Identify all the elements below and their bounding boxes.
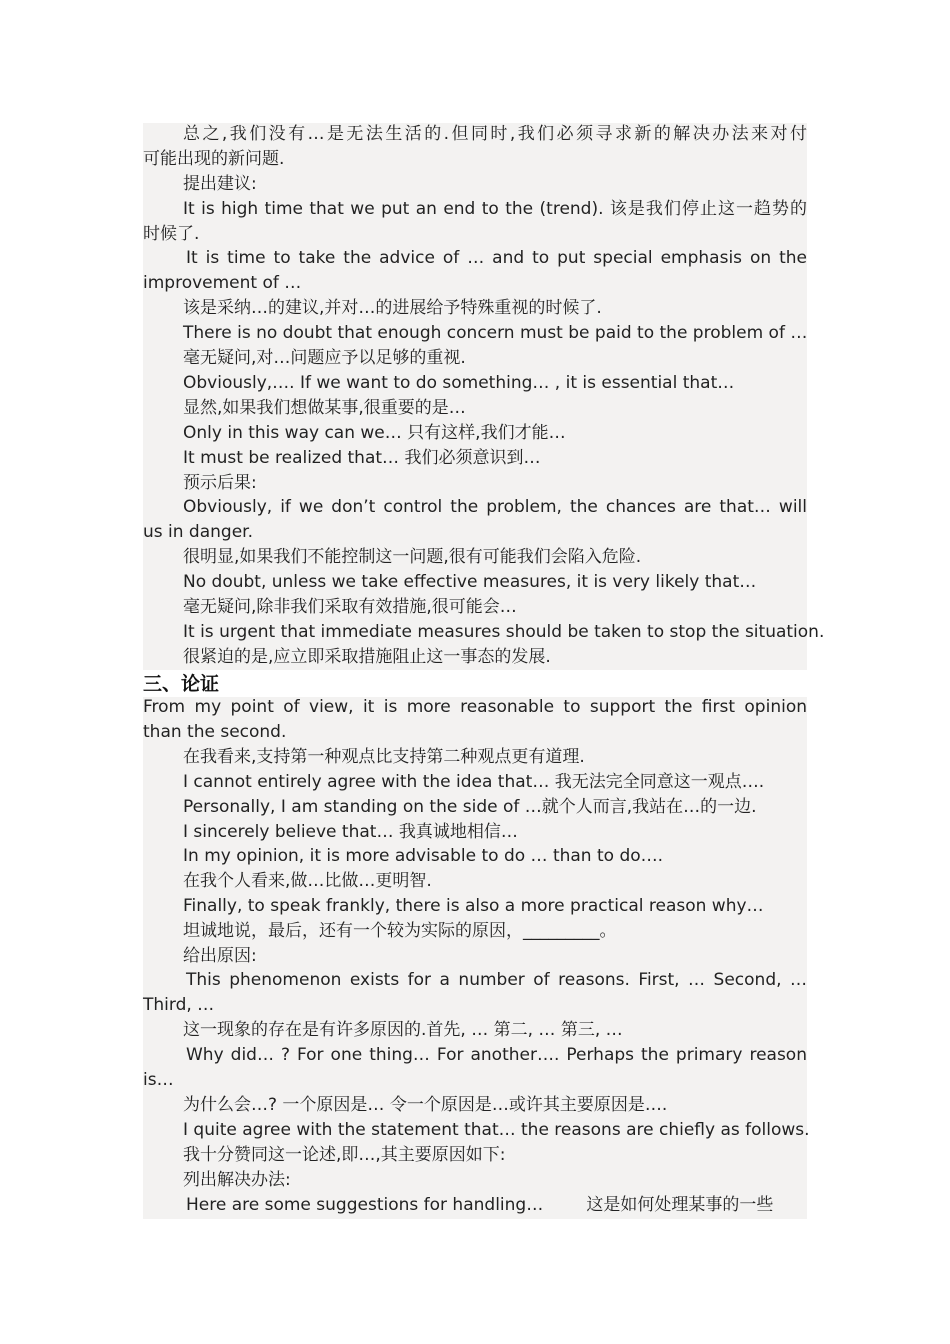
text-line: 在我看来,支持第一种观点比支持第二种观点更有道理. <box>183 747 585 767</box>
text-line: than the second. <box>143 722 287 742</box>
text-line: us in danger. <box>143 522 254 542</box>
text-line: This phenomenon exists for a number of reasons. First, … Second, … <box>186 970 807 990</box>
text-line: Personally, I am standing on the side of …就个人而言,我站在…的一边. <box>183 797 757 817</box>
text-line: It must be realized that… 我们必须意识到… <box>183 448 541 468</box>
text-line: is… <box>143 1070 174 1090</box>
text-line: 毫无疑问,除非我们采取有效措施,很可能会… <box>183 597 517 617</box>
text-line: 为什么会…? 一个原因是… 令一个原因是…或许其主要原因是…. <box>183 1095 668 1115</box>
text-line: Why did… ? For one thing… For another…. Perhaps the primary reason <box>186 1045 807 1065</box>
text-line: 很紧迫的是,应立即采取措施阻止这一事态的发展. <box>183 647 551 667</box>
text-line: 这一现象的存在是有许多原因的.首先, … 第二, … 第三, … <box>183 1020 623 1040</box>
text-line: Only in this way can we… 只有这样,我们才能… <box>183 423 566 443</box>
section-heading-argument: 三、论证 <box>143 673 220 695</box>
subheading-consequences: 预示后果: <box>183 473 257 493</box>
text-line: In my opinion, it is more advisable to do … than to do…. <box>183 846 664 866</box>
text-line: 坦诚地说，最后，还有一个较为实际的原因，_________。 <box>183 921 617 941</box>
text-line: 可能出现的新问题. <box>143 149 285 169</box>
text-line: I cannot entirely agree with the idea that… 我无法完全同意这一观点…. <box>183 772 765 792</box>
text-line: 我十分赞同这一论述,即…,其主要原因如下: <box>183 1145 506 1165</box>
text-line: 在我个人看来,做…比做…更明智. <box>183 871 432 891</box>
text-line: 很明显,如果我们不能控制这一问题,很有可能我们会陷入危险. <box>183 547 642 567</box>
text-line: Third, … <box>143 995 215 1015</box>
text-line: 时候了. <box>143 224 200 244</box>
subheading-suggestions: 提出建议: <box>183 174 257 194</box>
text-line: Finally, to speak frankly, there is also a more practical reason why… <box>183 896 764 916</box>
text-line: I sincerely believe that… 我真诚地相信… <box>183 822 518 842</box>
text-line: 总之,我们没有…是无法生活的.但同时,我们必须寻求新的解决办法来对付 <box>183 124 807 144</box>
text-line: 显然,如果我们想做某事,很重要的是… <box>183 398 466 418</box>
text-line: I quite agree with the statement that… the reasons are chiefly as follows. <box>183 1120 810 1140</box>
subheading-reasons: 给出原因: <box>183 946 257 966</box>
text-line: Obviously,…. If we want to do something… , it is essential that… <box>183 373 735 393</box>
text-line: From my point of view, it is more reasonable to support the first opinion <box>143 697 807 717</box>
text-line: It is urgent that immediate measures should be taken to stop the situation. <box>183 622 825 642</box>
text-line: No doubt, unless we take effective measures, it is very likely that… <box>183 572 757 592</box>
text-line: 该是采纳…的建议,并对…的进展给予特殊重视的时候了. <box>183 298 602 318</box>
text-line: There is no doubt that enough concern must be paid to the problem of … <box>183 323 808 343</box>
text-line: It is high time that we put an end to the (trend). 该是我们停止这一趋势的 <box>183 199 807 219</box>
text-line: improvement of … <box>143 273 302 293</box>
subheading-solutions: 列出解决办法: <box>183 1170 291 1190</box>
text-line: It is time to take the advice of … and to put special emphasis on the <box>186 248 807 268</box>
text-line: Here are some suggestions for handling… 这是如何处理某事的一些 <box>186 1195 774 1215</box>
text-line: Obviously, if we don’t control the problem, the chances are that… will <box>183 497 807 517</box>
text-line: 毫无疑问,对…问题应予以足够的重视. <box>183 348 466 368</box>
